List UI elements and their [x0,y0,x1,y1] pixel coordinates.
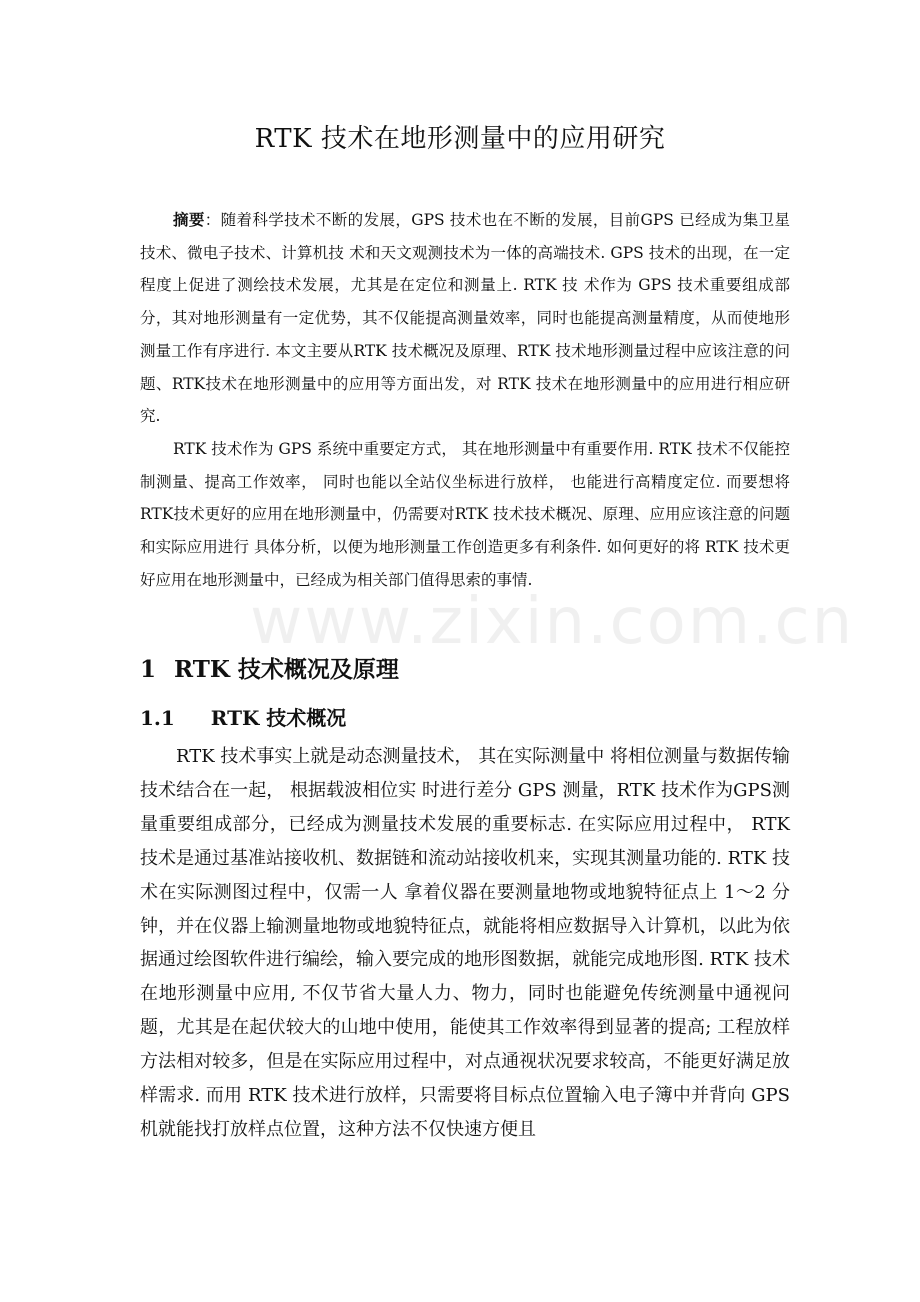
subsection-title: RTK 技术概况 [210,706,347,730]
page-title: RTK 技术在地形测量中的应用研究 [254,124,666,154]
section-title: RTK 技术概况及原理 [174,656,399,683]
intro-paragraph: RTK 技术作为 GPS 系统中重要定方式， 其在地形测量中有重要作用. RTK 技术不仅能控制测量、提高工作效率， 同时也能以全站仪坐标进行放样， 也能进行高精度定位. 而要想将RTK技术更好的应用在地形测量中，仍需要对RTK 技术技术概况、原理、应用应该注意的问题和实际应用进行 具体分析，以便为地形测量工作创造更多有利条件. 如何更好的将 RTK 技术更好应用在地形测量中，已经成为相关部门值得思索的事情. [140,439,790,589]
abstract-paragraph [140,204,790,433]
section-number: 1 [140,656,157,683]
section-heading [140,651,399,684]
abstract-block [140,204,790,596]
subsection-heading [140,702,346,731]
abstract-colon: ： [204,211,221,229]
body-paragraph: RTK 技术事实上就是动态测量技术， 其在实际测量中 将相位测量与数据传输技术结合在一起， 根据载波相位实 时进行差分 GPS 测量，RTK 技术作为GPS测量重要组成部分，已经成为测量技术发展的重要标志. 在实际应用过程中， RTK 技术是通过基准站接收机、数据链和流动站接收机来，实现其测量功能的. RTK 技术在实际测图过程中，仅需一人 拿着仪器在要测量地物或地貌特征点上 1～2 分钟，并在仪器上输测量地物或地貌特征点，就能将相应数据导入计算机，以此为依据通过绘图软件进行编绘，输入要完成的地形图数据，就能完成地形图. RTK 技术在地形测量中应用, 不仅节省大量人力、物力，同时也能避免传统测量中通视问题，尤其是在起伏较大的山地中使用，能使其工作效率得到显著的提高; 工程放样方法相对较多，但是在实际应用过程中，对点通视状况要求较高，不能更好满足放样需求. 而用 RTK 技术进行放样，只需要将目标点位置输入电子簿中并背向 GPS 机就能找打放样点位置，这种方法不仅快速方便且 [140,746,790,1140]
abstract-label: 摘要 [173,210,205,229]
abstract-text: 随着科学技术不断的发展，GPS 技术也在不断的发展，目前GPS 已经成为集卫星技术、微电子技术、计算机技 术和天文观测技术为一体的高端技术. GPS 技术的出现，在一定程度上促进了测绘技术发展，尤其是在定位和测量上. RTK 技 术作为 GPS 技术重要组成部分，其对地形测量有一定优势，其不仅能提高测量效率，同时也能提高测量精度，从而使地形测量工作有序进行. 本文主要从RTK 技术概况及原理、RTK 技术地形测量过程中应该注意的问题、RTK技术在地形测量中的应用等方面出发，对 RTK 技术在地形测量中的应用进行相应研究. [140,211,790,426]
watermark: www.zixin.com.cn [250,585,855,659]
subsection-number: 1.1 [140,706,175,730]
